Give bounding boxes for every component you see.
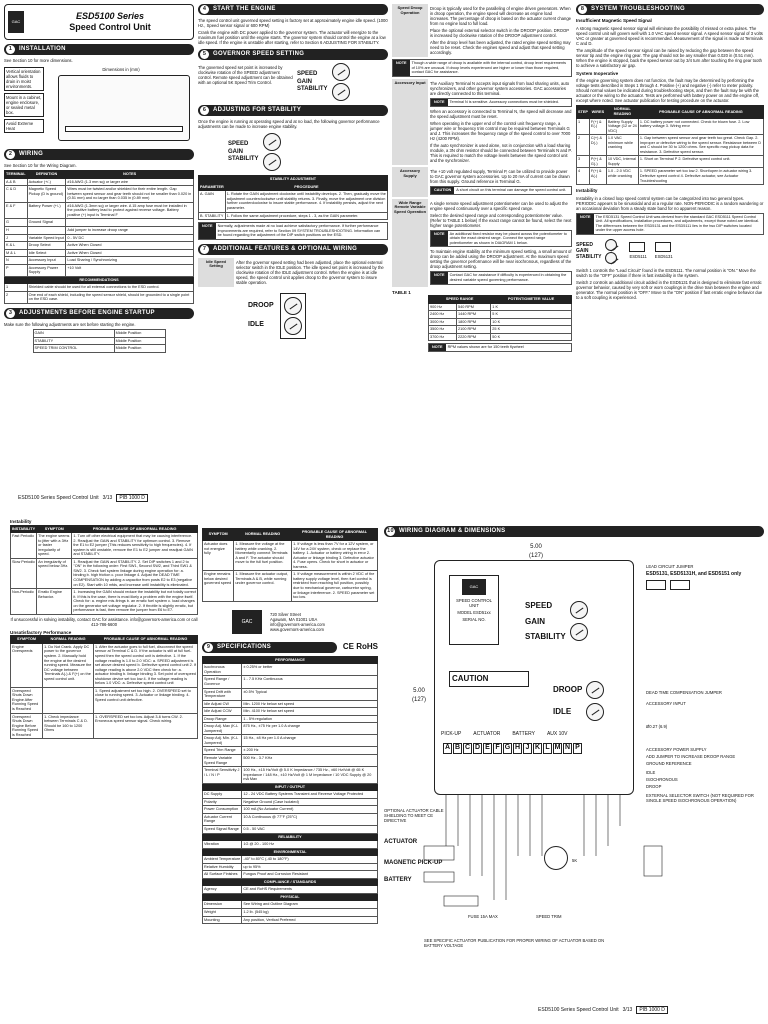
wiring-intro: See Section 10 for the Wiring Diagram. xyxy=(4,163,77,169)
adjust-before-table xyxy=(33,329,166,353)
bottom-note: SEE SPECIFIC ACTUATOR PUBLICATION FOR PROPER WIRING OF ACTUATOR BASED ON BATTERY VOLTAGE xyxy=(424,938,605,949)
caution-box: CAUTION xyxy=(449,671,529,687)
table-row: Vibration 1G @ 20 - 100 Hz xyxy=(203,841,378,849)
troubleshoot-sub3: Instability xyxy=(576,188,598,194)
stability-pots-figure: SPEED GAIN STABILITY xyxy=(228,133,388,171)
table-row: M & L Idle Select Active When Closed xyxy=(5,249,194,257)
column-3: Speed Droop Operation Droop is typically used for the paralleling of engine driven generators. When in droop operation, the engine speed will decrease as engine load increases. The percentage of droop is based on the actuator current change from no engine load to full load. Place the optional external selector switch in the DROOP position. DROOP is increased by clockwise rotation of the DROOP adjustment control. After the droop level has been adjusted, the rated engine speed setting may need to be reset. Check the engines speed and adjust that speed setting accordingly. NOTE Though a wide range of droop is available with the internal control, droop level requirements of 10% are unusual. If droop levels experienced are higher or lower than those required, contact GAC for assistance. Accessory Input The Auxiliary Terminal N accepts input signals from load sharing units, auto synchronizers, and other governor system accessories. GAC accessories are directly connected to this terminal. NOTE Terminal N is sensitive. Accessory connections must be shielded. When an accessory is connected to Terminal N, the speed will decrease and the speed adjustment must be reset. When operating in the upper end of the control unit frequency range, a jumper wire or frequency trim control may be required between Terminals G and J. This increases the frequency range of the speed control to over 7000 Hz (4200 RPM). If the auto synchronizer is used alone, not in conjunction with a load sharing module, a 3N ohm resistor should be connected between Terminals N and P. This is required to match the voltage levels between the speed control unit and the synchronizer. Accessory Supply The +10 volt regulated supply, Terminal P, can be utilized to provide power to GAC governor system accessories. Up to 20 mA of current can be drawn from this supply. Ground reference is Terminal G. CAUTION A short circuit on this terminal can damage the speed control unit. Wide Range Remote Variable Speed Operation A single remote speed adjustment potentiometer can be used to adjust the engine speed continuously over a specific speed range. Select the desired speed range and corresponding potentiometer value. (Refer to TABLE 1 below) If the exact range cannot be found, select the next higher range potentiometer. NOTE An additional fixed resistor may be placed across the potentiometer to obtain the exact desired range. Connect the speed range potentiometer as shown in DIAGRAM 1 below. To maintain engine stability at the minimum speed setting, a small amount of droop can be added using the DROOP adjustment. At the maximum speed setting the governor performance will be near isochronous, regardless of the droop adjustment setting. NOTE Contact GAC for assistance if difficulty is experienced in obtaining the desired variable speed governing performance. TABLE 1 SPEED RANGE POTENTIOMETER VALUE 900 Hz 540 RPM 1 K 2400 Hz 1440 RPM 5 K 3000 Hz 1800 RPM 10 K 3500 Hz 2100 RPM 25 K 3700 Hz 2220 RPM 50 K NOTE RPM values shown are for 150 teeth flywheel xyxy=(392,4,572,354)
5k-label: 5K xyxy=(572,858,578,863)
table-row: DC Supply 12 - 24 VDC Battery Systems Transient and Reverse Voltage Protected xyxy=(203,791,378,799)
table1: SPEED RANGE POTENTIOMETER VALUE 900 Hz 540 RPM 1 K 2400 Hz 1440 RPM 5 K 3000 Hz 1800 RPM 10 K 3500 Hz 2100 RPM 25 K 3700 Hz 2220 RPM 50 K xyxy=(428,295,572,341)
warning-vertical: Vertical orientation allows fluids to drain in moist environments. xyxy=(4,67,44,91)
table-row: 900 Hz 540 RPM 1 K xyxy=(429,303,572,311)
ce-rohs-mark: CE RoHS xyxy=(342,641,378,651)
table-row: Agency CE and RoHS Requirements xyxy=(203,886,378,894)
table-row: 3500 Hz 2100 RPM 25 K xyxy=(429,326,572,334)
gain-pot-icon xyxy=(332,83,350,101)
table-row: Slow Periodic An irregularity of speed below 3Hz. 1. Readjust the GAIN and STABILITY. 2. Set DIP switches 1 and 2 to "ON" in the following order: First SW1, Second SW2, and Third SW1 & SW2. 3. Check fuel system linkage during engine operation for: a. binding b. high friction c. poor linkage 4. Adjust the DEAD TIME COMPENSATION by adding a capacitor from posts E2 to E3 (negative on E2). Start with 10 mfds, and increase until instability is eliminated. xyxy=(11,558,198,588)
gac-logo: GAC xyxy=(8,11,24,33)
stability-header: 6 ADJUSTING FOR STABILITY xyxy=(198,105,388,116)
speed-pot-icon xyxy=(332,63,350,81)
table-row: Relative Humidity up to 95% xyxy=(203,863,378,871)
table-row: G Ground Signal xyxy=(5,219,194,227)
table-row: 3700 Hz 2220 RPM 50 K xyxy=(429,333,572,341)
table-row: Speed Signal Range 0.5 - 50 VAC xyxy=(203,826,378,834)
speed-trim-label: SPEED TRIM xyxy=(536,914,562,919)
dim-side: 5.00 (127) xyxy=(412,688,427,704)
table-row: Remote Variable Speed Range 500 Hz - 3.7 KHz xyxy=(203,754,378,766)
accessory-input-label: Accessory Input xyxy=(392,79,428,165)
table-row: Fast Periodic The engine seems to jitter with a 3Hz or faster irregularity of speed. 1. Turn off other electrical equipment that may be causing interference. 2. Readjust the GAIN and STABILITY for optimum control. 3. Remove the E1 to E2 jumper (This reduces sensitivity to high frequencies). 4. If system is still unstable, remove the E1 to E2 jumper and readjust GAIN and STABILITY. xyxy=(11,533,198,559)
table-row: Dimension See Wiring and Outline Diagram xyxy=(203,901,378,909)
table-row: All Surface Finishes Fungus Proof and Corrosion Resistant xyxy=(203,871,378,879)
dimensions-label: Dimensions in (mm) xyxy=(102,67,140,73)
table-row: 2400 Hz 1440 RPM 5 K xyxy=(429,311,572,319)
adjust-before-header: 3 ADJUSTMENTS BEFORE ENGINE STARTUP xyxy=(4,308,194,319)
wiring-header: 2 WIRING xyxy=(4,149,194,160)
wiring-table: TERMINAL DEFINITION NOTES A & B Actuator (+/-) #16 AWG (1.3 mm sq) or larger wire C & D Magnetic Speed Pickup (D is ground) Wires must be twisted and/or shielded for their entire length. Gap between speed sensor and gear teeth should not be smaller than 0.020 in (0.51 mm) and no larger than 0.035 in (0.89 mm) E & F Battery Power (+/-) #16 AWG (1.3mm sq) or larger wire. A 15 amp fuse must be installed in the positive battery lead to protect against reverse voltage. Battery positive (+) input is Terminal F G Ground Signal H Add jumper to increase droop range J Variable Speed Input 0 - 5V DC K & L Droop Select Active When Closed M & L Idle Select Active When Closed N Accessory Input Load Sharing / Synchronizing P Accessory Power Supply +10 Volt RECOMMENDATIONS 1 Shielded cable should be used for all external connections to the ESD control. 2 One end of each shield, including the speed sensor shield, should be grounded to a single point on the ESD case. xyxy=(4,170,194,304)
table-row: Terminal Sensitivity J / L / N / P 100 Hz., ±15 Hz/Volt @ 5.0 K Impedance / 735 Hz., ±60 Hz/Volt @ 65 K Impedance / 148 Hz., ±10 Hz/Volt @ 1 M Impedance / 10 VDC Supply @ 20 mA Max xyxy=(203,767,378,784)
table-row: Mounting Any position, Vertical Preferred xyxy=(203,916,378,924)
company-block: GAC 720 Silver Street Agawam, MA 01001 USA info@governors-america.com www.governors-america.com xyxy=(232,610,378,634)
idle-pot-icon xyxy=(284,317,302,335)
table-row: Weight 1.2 lb. (545 kg) xyxy=(203,909,378,917)
table-row: 1 Shielded cable should be used for all external connections to the ESD control. xyxy=(5,284,194,292)
table-row: Overspeed Shuts Down Engine Before Running Speed is Reached 1. Check impedance between Terminals C & D. Should be 160 to 1200 Ohms 1. OVERSPEED set too low. Adjust 3-6 turns CW. 2. Erroneous speed sensor signal. Check wiring. xyxy=(11,713,198,739)
table-row: 1 F(+) & E(-) Battery Supply Voltage (12 or 24 VDC) 1. DC battery power not connected. Check for blown fuse. 2. Low battery voltage 3. Wiring error xyxy=(577,118,764,135)
unsatisfactory-title: Unsatisfactory Performance xyxy=(10,629,72,635)
esd5131-label: ESD5131 xyxy=(654,253,673,259)
droop-idle-figure: DROOP IDLE xyxy=(248,293,388,339)
table-row: C & D Magnetic Speed Pickup (D is ground) Wires must be twisted and/or shielded for their entire length. Gap between speed sensor and gear teeth should not be smaller than 0.020 in (0.51 mm) and no larger than 0.035 in (0.89 mm) xyxy=(5,186,194,203)
table-row: K & L Droop Select Active When Closed xyxy=(5,242,194,250)
table-row: P Accessory Power Supply +10 Volt xyxy=(5,264,194,276)
table-row: Idle Adjust CW Min. 1200 Hz below set speed xyxy=(203,700,378,708)
warning-mount: Mount in a cabinet, engine enclosure, or sealed metal box. xyxy=(4,93,44,117)
idle-speed-text: After the governor speed setting had been adjusted, place the optional external selector switch in the IDLE position. The idle speed set point is increased by the clockwise rotation of the IDLE adjustment control. When the engine is at idle speed, the speed control unit applies droop to the governor system to insure stable operation. xyxy=(236,259,384,285)
specs-header: 9 SPECIFICATIONS xyxy=(202,642,337,653)
table-row: Speed Range / Governor 1 - 7.5 KHz Continuous xyxy=(203,676,378,688)
start-header: 4 START THE ENGINE xyxy=(198,4,388,15)
table-row: 2 One end of each shield, including the speed sensor shield, should be grounded to a single point on the ESD case. xyxy=(5,291,194,303)
troubleshoot-header: 8 SYSTEM TROUBLESHOOTING xyxy=(576,4,764,15)
table-row: STABILITY Middle Position xyxy=(33,337,165,345)
instability-title: Instability xyxy=(10,519,32,524)
table-row: N Accessory Input Load Sharing / Synchronizing xyxy=(5,257,194,265)
table1-title: TABLE 1 xyxy=(392,289,411,295)
page-top xyxy=(4,4,764,512)
stability-note: NOTE Normally, adjustments made at no load achieve satisfactory performance. If further performance improvements are required, refer to Section 09 SYSTEM TROUBLESHOOTING. Information can be found regarding the adjustment of the DIP switch positions on the ESD. xyxy=(198,222,388,240)
stability-p1: Once the engine is running at operating speed and at no load, the following governor performance adjustments can be made to increase engine stability. xyxy=(198,119,380,130)
table-row: B. STABILITY 1. Follow the same adjustment procedure, steps 1 - 3, as the GAIN parameter. xyxy=(199,212,388,220)
unit-nameplate: GAC SPEED CONTROL UNIT MODEL ESD51xx SERIAL NO. xyxy=(449,575,499,645)
table-row: Isochronous Operation ± 0.25% or better xyxy=(203,664,378,676)
table-row: Speed Trim Range ± 200 Hz xyxy=(203,747,378,755)
table-row: Polarity Negative Ground (Case Isolated) xyxy=(203,798,378,806)
column-1 xyxy=(4,4,194,501)
table-row: Engine remains below desired governed speed 1. Measure the actuator output, Terminals A & B, while running under governor control. 1. If voltage measurement is within 2 VDC of the battery supply voltage level, then fuel control is restricted from reaching full position, possibly due to mechanical governor, carburetor spring, or linkage interference. 2. SPEED parameter set too low. xyxy=(203,571,378,601)
additional-header: 7 ADDITIONAL FEATURES & OPTIONAL WIRING xyxy=(198,244,388,255)
esd5111-label: ESD5111 xyxy=(629,253,647,259)
table-row: E & F Battery Power (+/-) #16 AWG (1.3mm sq) or larger wire. A 15 amp fuse must be installed in the positive battery lead to protect against reverse voltage. Battery positive (+) input is Terminal F xyxy=(5,202,194,219)
table-row: Engine Overspeeds 1. Do Not Crank. Apply DC power to the governor system. 2. Manually hold the engine at the desired running speed. Measure the DC voltage between Terminals A(-) & F(+) on the speed control unit. 1. After the actuator goes to full fuel, disconnect the speed sensor at Terminal C & D. If the actuator is still at full fuel-speed then the speed control unit is defective. 1. If the voltage reading is 1.0 to 2.0 VDC: a. SPEED adjustment is set above desired speed b. Defective speed control unit 2. If voltage reading is above 2.0 VDC then check for: a. actuator binding b. linkage binding 3. Set point of overspeed shutdown device set too low 4. If the voltage reading is below 1.0 VDC: a. Defective speed control unit xyxy=(11,643,198,687)
terminal-group-labels: PICK-UP ACTUATOR BATTERY AUX 10V xyxy=(441,731,568,737)
table-row: Overspeed Shuts Down Engine After Running Speed is Reached 1. Speed adjustment set too high. 2. OVERSPEED set to close to running speed. 3. Actuator or linkage binding. 4. Speed control unit defective. xyxy=(11,687,198,713)
title-block xyxy=(4,4,194,40)
bottom-column-2 xyxy=(202,516,378,924)
table-row: Non-Periodic Erratic Engine Behavior. 1. Increasing the GAIN should reduce the instability but not totally correct it. If this is the case, there is most likely a problem with the engine itself. Check for: a. engine mis-firings b. an erratic fuel system c. load changes on the generator set voltage regulator. 2. If throttle is slightly erratic, but performance is fast, then remove the jumper from E6 to E7. xyxy=(11,589,198,615)
droop-note: NOTE Though a wide range of droop is available with the internal control, droop level requirements of 10% are unusual. If droop levels experienced are higher or lower than those required, contact GAC for assistance. xyxy=(392,59,572,77)
dim-top: 5.00 (127) xyxy=(528,544,543,560)
speed-header: 5 GOVERNOR SPEED SETTING xyxy=(198,49,388,60)
table-row: Actuator Current Range 10 A Continuous @ 77°F (25°C) xyxy=(203,813,378,825)
footer-right: ESD5100 Series Speed Control Unit 3/13 PIB 1000 D xyxy=(538,1006,668,1014)
wiring-lines xyxy=(384,516,764,1020)
instability-table: INSTABILITY SYMPTOM PROBABLE CAUSE OF ABNORMAL READING Fast Periodic The engine seems to jitter with a 3Hz or faster irregularity of speed. 1. Turn off other electrical equipment that may be causing interference. 2. Readjust the GAIN and STABILITY for optimum control. 3. Remove the E1 to E2 jumper (This reduces sensitivity to high frequencies). 4. If system is still unstable, remove the E1 to E2 jumper and readjust GAIN and STABILITY. Slow Periodic An irregularity of speed below 3Hz. 1. Readjust the GAIN and STABILITY. 2. Set DIP switches 1 and 2 to "ON" in the following order: First SW1, Second SW2, and Third SW1 & SW2. 3. Check fuel system linkage during engine operation for: a. binding b. high friction c. poor linkage 4. Adjust the DEAD TIME COMPENSATION by adding a capacitor from posts E2 to E3 (negative on E2). Start with 10 mfds, and increase until instability is eliminated. Non-Periodic Erratic Engine Behavior. 1. Increasing the GAIN should reduce the instability but not totally correct it. If this is the case, there is most likely a problem with the engine itself. Check for: a. engine mis-firings b. an erratic fuel system c. load changes on the generator set voltage regulator. 2. If throttle is slightly erratic, but performance is fast, then remove the jumper from E6 to E7. xyxy=(10,525,198,615)
unsatisfactory-table: SYMPTOM NORMAL READING PROBABLE CAUSE OF ABNORMAL READING Engine Overspeeds 1. Do Not Crank. Apply DC power to the governor system. 2. Manually hold the engine at the desired running speed. Measure the DC voltage between Terminals A(-) & F(+) on the speed control unit. 1. After the actuator goes to full fuel, disconnect the speed sensor at Terminal C & D. If the actuator is still at full fuel-speed then the speed control unit is defective. 1. If the voltage reading is 1.0 to 2.0 VDC: a. SPEED adjustment is set above desired speed b. Defective speed control unit 2. If voltage reading is above 2.0 VDC then check for: a. actuator binding b. linkage binding 3. Set point of overspeed shutdown device set too low 4. If the voltage reading is below 1.0 VDC: a. Defective speed control unit Overspeed Shuts Down Engine After Running Speed is Reached 1. Speed adjustment set too high. 2. OVERSPEED set to close to running speed. 3. Actuator or linkage binding. 4. Speed control unit defective. Overspeed Shuts Down Engine Before Running Speed is Reached 1. Check impedance between Terminals C & D. Should be 160 to 1200 Ohms 1. OVERSPEED set too low. Adjust 3-6 turns CW. 2. Erroneous speed sensor signal. Check wiring. xyxy=(10,635,198,739)
table-row: J Variable Speed Input 0 - 5V DC xyxy=(5,234,194,242)
table-row: Speed Drift with Temperature ±0.5% Typical xyxy=(203,688,378,700)
installation-header: 1 INSTALLATION xyxy=(4,44,194,55)
warning-heat: Avoid Extreme Heat xyxy=(4,119,44,133)
column-2 xyxy=(198,4,388,339)
speed-droop-label: Speed Droop Operation xyxy=(392,4,428,57)
troubleshoot-sub2: System Inoperative xyxy=(576,70,619,76)
table-row: 3000 Hz 1800 RPM 10 K xyxy=(429,318,572,326)
droop-pot-icon xyxy=(284,297,302,315)
table-row: Droop Adj. Min. (K-L Jumpered) 15 Hz., ±8 Hz per 1.0 A change xyxy=(203,735,378,747)
table-row: 4 F(+) & A(-) 1.0 - 2.0 VDC while cranking 1. SPEED parameter set too low 2. Short/open in actuator wiring 3. Defective speed control 4. Defective actuator, see Actuator Troubleshooting xyxy=(577,168,764,185)
doc-title-line2: Speed Control Unit xyxy=(69,22,151,32)
terminal-strip: A B C D E F G H J K L M N P xyxy=(443,743,583,754)
footer-left: ESD5100 Series Speed Control Unit 3/13 PIB 1000 D xyxy=(18,494,148,502)
table-row: SPEED TRIM CONTROL Middle Position xyxy=(33,345,165,353)
table-row: GAIN Middle Position xyxy=(33,330,165,338)
bottom-column-1: Instability INSTABILITY SYMPTOM PROBABLE CAUSE OF ABNORMAL READING Fast Periodic The engine seems to jitter with a 3Hz or faster irregularity of speed. 1. Turn off other electrical equipment that may be causing interference. 2. Readjust the GAIN and STABILITY for optimum control. 3. Remove the E1 to E2 jumper (This reduces sensitivity to high frequencies). 4. If system is still unstable, remove the E1 to E2 jumper and readjust GAIN and STABILITY. Slow Periodic An irregularity of speed below 3Hz. 1. Readjust the GAIN and STABILITY. 2. Set DIP switches 1 and 2 to "ON" in the following order: First SW1, Second SW2, and Third SW1 & SW2. 3. Check fuel system linkage during engine operation for: a. binding b. high friction c. poor linkage 4. Adjust the DEAD TIME COMPENSATION by adding a capacitor from posts E2 to E3 (negative on E2). Start with 10 mfds, and increase until instability is eliminated. Non-Periodic Erratic Engine Behavior. 1. Increasing the GAIN should reduce the instability but not totally correct it. If this is the case, there is most likely a problem with the engine itself. Check for: a. engine mis-firings b. an erratic fuel system c. load changes on the generator set voltage regulator. 2. If throttle is slightly erratic, but performance is fast, then remove the jumper from E6 to E7. If unsuccessful in solving instability, contact GAC for assistance. info@governors-america.com or call 413-786-5600 Unsatisfactory Performance SYMPTOM NORMAL READING PROBABLE CAUSE OF ABNORMAL READING Engine Overspeeds 1. Do Not Crank. Apply DC power to the governor system. 2. Manually hold the engine at the desired running speed. Measure the DC voltage between Terminals A(-) & F(+) on the speed control unit. 1. After the actuator goes to full fuel, disconnect the speed sensor at Terminal C & D. If the actuator is still at full fuel-speed then the speed control unit is defective. 1. If the voltage reading is 1.0 to 2.0 VDC: a. SPEED adjustment is set above desired speed b. Defective speed control unit 2. If voltage reading is above 2.0 VDC then check for: a. actuator binding b. linkage binding 3. Set point of overspeed shutdown device set too low 4. If the voltage reading is below 1.0 VDC: a. Defective speed control unit Overspeed Shuts Down Engine After Running Speed is Reached 1. Speed adjustment set too high. 2. OVERSPEED set to close to running speed. 3. Actuator or linkage binding. 4. Speed control unit defective. Overspeed Shuts Down Engine Before Running Speed is Reached 1. Check impedance between Terminals C & D. Should be 160 to 1200 Ohms 1. OVERSPEED set too low. Adjust 3-6 turns CW. 2. Erroneous speed sensor signal. Check wiring. xyxy=(10,516,198,739)
table-row: A & B Actuator (+/-) #16 AWG (1.3 mm sq) or larger wire xyxy=(5,178,194,186)
fuse-label: FUSE 15A MAX xyxy=(468,914,498,919)
installation-figure xyxy=(4,65,194,145)
control-unit-outline: GAC SPEED CONTROL UNIT MODEL ESD51xx SERIAL NO. SPEED GAIN STABILITY CAUTION DROOP IDLE PICK-UP ACTUATOR BATTERY AUX 10V A B C D E F G H J K L M N P xyxy=(434,560,634,795)
table-row: Droop Range 1 - 5% regulation xyxy=(203,715,378,723)
wdd-header: 10 WIRING DIAGRAM & DIMENSIONS xyxy=(384,526,764,537)
wide-range-label: Wide Range Remote Variable Speed Operation xyxy=(392,199,428,287)
stability-table: STABILITY ADJUSTMENT PARAMETER PROCEDURE A. GAIN 1. Rotate the GAIN adjustment clockwise until instability develops. 2. Then, gradually move the adjustment counterclockwise until stability returns. 3. Finally, move the adjustment one division further counterclockwise to insure stable performance. 4. If instability persists, adjust the next parameter. B. STABILITY 1. Follow the same adjustment procedure, steps 1 - 3, as the GAIN parameter. xyxy=(198,175,388,220)
table-row: Droop Adj. Max (K-L Jumpered) 875 Hz., ±75 Hz per 1.0 A change xyxy=(203,723,378,735)
speed-p1: The governed speed set point is increased by clockwise rotation of the SPEED adjustment control. Remote speed adjustment can be obtained with an optional 5K Speed Trim Control. xyxy=(198,65,293,86)
table-row: Ambient Temperature -40° to 80°C (-40 to 180°F) xyxy=(203,856,378,864)
actuator-symptom-table: SYMPTOM NORMAL READING PROBABLE CAUSE OF ABNORMAL READING Actuator does not energize fully 1. Measure the voltage at the battery while cranking. 2. Momentarily connect Terminals A and F. The actuator should move to the full fuel position. 1. If voltage is less than 7V for a 12V system, or 14V for a 24V system, check or replace the battery. 1. Actuator or battery wiring in error 2. Actuator or linkage binding 3. Defective actuator 4. Fuse opens. Check for short in actuator or harness. Engine remains below desired governed speed 1. Measure the actuator output, Terminals A & B, while running under governor control. 1. If voltage measurement is within 2 VDC of the battery supply voltage level, then fuel control is restricted from reaching full position, possibly due to mechanical governor, carburetor spring, or linkage interference. 2. SPEED parameter set too low. xyxy=(202,528,378,602)
table-row: Idle Adjust CCW Min. 4100 Hz below set speed xyxy=(203,708,378,716)
start-p1: The speed control unit governed speed setting is factory set at approximately engine idle speed. (1000 Hz., Speed sensor signal or 600 RPM) xyxy=(198,18,388,29)
column-4: 8 SYSTEM TROUBLESHOOTING Insufficient Magnetic Speed Signal A strong magnetic speed sensor signal will eliminate the possibility of missed or extra pulses. The speed control unit will govern well with 1.0 VAC speed sensor signal. A speed sensor signal of 3 volts VAC or greater at governed speed is recommended. Measurement of the signal is made at Terminals C and D. The amplitude of the speed sensor signal can be raised by reducing the gap between the speed sensor tip and the engine ring gear. The gap should not be any smaller than 0.020 in (0.51 mm). When the engine is stopped, back the speed sensor out by 3/4 turn after touching the ring gear tooth to achieve a satisfactory air gap. System Inoperative If the engine governing system does not function, the fault may be determined by performing the voltage tests described in Steps 1 through 4. Positive (+) and negative (-) refer to meter polarity. Should normal values be indicated during troubleshooting steps, and then the fault may be with the actuator or the wiring to the actuator. Tests are performed with battery power on and the engine off, except where noted. See actuator publication for testing procedure on the actuator. STEP WIRES NORMAL READING PROBABLE CAUSE OF ABNORMAL READING 1 F(+) & E(-) Battery Supply Voltage (12 or 24 VDC) 1. DC battery power not connected. Check for blown fuse. 2. Low battery voltage 3. Wiring error 2 C(+) & D(-) 1.0 VAC minimum while cranking 1. Gap between speed sensor and gear teeth too great. Check Gap. 2. Improper or defective wiring to the speed sensor. Resistance between D and C should be 30 to 1200 ohms. See specific mag pickup data for resistance. 3. Defective speed sensor. 3 P(+) & G(-) 10 VDC, Internal Supply 1. Short on Terminal P 2. Defective speed control unit. 4 F(+) & A(-) 1.0 - 2.0 VDC while cranking 1. SPEED parameter set too low 2. Short/open in actuator wiring 3. Defective speed control 4. Defective actuator, see Actuator Troubleshooting Instability Instability in a closed loop speed control system can be categorized into two general types. PERIODIC appears to be sinusoidal and at a regular rate. NON-PERIODIC is a random wandering or an occasional deviation from a steady state band for no apparent reason. NOTE The ESD5131 Speed Control Unit was derived from the standard GAC ESD5111 Speed Control Unit. All specifications, installation procedures, and adjustments, except those noted are identical. The differences between the ESD5131 and the ESD5111 lies in the two DIP switches located under the upper access hole. SPEED GAIN STABILITY ESD5111 ESD5131 Switch 1 controls the "Lead Circuit" found in the ESD5111. The normal position is "ON." Move the switch to the "OFF" position if there is fast instability in the system. Switch 2 controls an additional circuit added in the ESD5131 that is designed to eliminate fast erratic governor behavior, caused by very soft or worn couplings in the drive train between the engine and generator. The normal position is "OFF." Move to the "ON" position if fast erratic engine behavior due to a soft coupling is experienced. xyxy=(576,5,764,300)
troubleshoot-sub1: Insufficient Magnetic Speed Signal xyxy=(576,18,652,23)
table-row: H Add jumper to increase droop range xyxy=(5,226,194,234)
adjust-before-intro: Make sure the following adjustments are set before starting the engine. xyxy=(4,322,136,327)
table-row: A. GAIN 1. Rotate the GAIN adjustment clockwise until instability develops. 2. Then, gradually move the adjustment counterclockwise until stability returns. 3. Finally, move the adjustment one division further counterclockwise to insure stable performance. 4. If instability persists, adjust the next parameter. xyxy=(199,191,388,212)
start-p2: Crank the engine with DC power applied to the governor system. The actuator will energize to the maximum fuel position until the engine starts. The governor system should control the engine at a low idle speed. If the engine is unstable after starting, refer to Section 6 ADJUSTING FOR STABILITY. xyxy=(198,30,386,46)
accessory-supply-label: Accessory Supply xyxy=(392,167,428,197)
esd-switch-figure: SPEED GAIN STABILITY ESD5111 ESD5131 xyxy=(576,239,764,264)
right-labels: LEAD CIRCUIT JUMPER ESD5131, ESD5131H, and ESD5151 only DEAD TIME COMPENSATION JUMPER ACCESSORY INPUT Ø0.27 (6.9) ACCESSORY POWER SUPPLY ADD JUMPER TO INCREASE DROOP RANGE GROUND REFERENCE IDLE ISOCHRONOUS DROOP EXTERNAL SELECTOR SWITCH (NOT REQUIRED FOR SINGLE SPEED ISOCHRONOUS OPERATION) xyxy=(646,564,754,804)
table-row: Power Consumption 100 mA (No Actuator Current) xyxy=(203,806,378,814)
table-row: 3 P(+) & G(-) 10 VDC, Internal Supply 1. Short on Terminal P 2. Defective speed control unit. xyxy=(577,156,764,168)
speed-pots-figure: SPEED GAIN STABILITY xyxy=(297,63,388,101)
specs-table: PERFORMANCE Isochronous Operation ± 0.25% or better Speed Range / Governor 1 - 7.5 KHz Continuous Speed Drift with Temperature ±0.5% Typical Idle Adjust CW Min. 1200 Hz below set speed Idle Adjust CCW Min. 4100 Hz below set speed Droop Range 1 - 5% regulation Droop Adj. Max (K-L Jumpered) 875 Hz., ±75 Hz per 1.0 A change Droop Adj. Min. (K-L Jumpered) 15 Hz., ±8 Hz per 1.0 A change Speed Trim Range ± 200 Hz Remote Variable Speed Range 500 Hz - 3.7 KHz Terminal Sensitivity J / L / N / P 100 Hz., ±15 Hz/Volt @ 5.0 K Impedance / 735 Hz., ±60 Hz/Volt @ 65 K Impedance / 148 Hz., ±10 Hz/Volt @ 1 M Impedance / 10 VDC Supply @ 20 mA Max INPUT / OUTPUT DC Supply 12 - 24 VDC Battery Systems Transient and Reverse Voltage Protected Polarity Negative Ground (Case Isolated) Power Consumption 100 mA (No Actuator Current) Actuator Current Range 10 A Continuous @ 77°F (25°C) Speed Signal Range 0.5 - 50 VAC RELIABILITY Vibration 1G @ 20 - 100 Hz ENVIRONMENTAL Ambient Temperature -40° to 80°C (-40 to 180°F) Relative Humidity up to 95% All Surface Finishes Fungus Proof and Corrosion Resistant COMPLIANCE / STANDARDS Agency CE and RoHS Requirements PHYSICAL Dimension See Wiring and Outline Diagram Weight 1.2 lb. (545 kg) Mounting Any position, Vertical Preferred xyxy=(202,656,378,924)
installation-intro: See Section 10 for more dimensions. xyxy=(4,58,73,63)
idle-speed-label: Idle Speed Setting xyxy=(198,258,234,287)
bottom-column-3 xyxy=(384,516,764,1020)
doc-title-line1: ESD5100 Series xyxy=(75,11,145,22)
page-bottom xyxy=(4,516,764,1020)
troubleshoot-table: STEP WIRES NORMAL READING PROBABLE CAUSE OF ABNORMAL READING 1 F(+) & E(-) Battery Supply Voltage (12 or 24 VDC) 1. DC battery power not connected. Check for blown fuse. 2. Low battery voltage 3. Wiring error 2 C(+) & D(-) 1.0 VAC minimum while cranking 1. Gap between speed sensor and gear teeth too great. Check Gap. 2. Improper or defective wiring to the speed sensor. Resistance between D and C should be 30 to 1200 ohms. See specific mag pickup data for resistance. 3. Defective speed sensor. 3 P(+) & G(-) 10 VDC, Internal Supply 1. Short on Terminal P 2. Defective speed control unit. 4 F(+) & A(-) 1.0 - 2.0 VDC while cranking 1. SPEED parameter set too low 2. Short/open in actuator wiring 3. Defective speed control 4. Defective actuator, see Actuator Troubleshooting xyxy=(576,105,764,185)
left-wiring-labels: OPTIONAL ACTUATOR CABLE SHIELDING TO MEET CE DIRECTIVE ACTUATOR MAGNETIC PICK-UP BATTERY xyxy=(384,808,444,884)
table-row: 2 C(+) & D(-) 1.0 VAC minimum while cranking 1. Gap between speed sensor and gear teeth too great. Check Gap. 2. Improper or defective wiring to the speed sensor. Resistance between D and C should be 30 to 1200 ohms. See specific mag pickup data for resistance. 3. Defective speed sensor. xyxy=(577,135,764,156)
table-row: Actuator does not energize fully 1. Measure the voltage at the battery while cranking. 2. Momentarily connect Terminals A and F. The actuator should move to the full fuel position. 1. If voltage is less than 7V for a 12V system, or 14V for a 24V system, check or replace the battery. 1. Actuator or battery wiring in error 2. Actuator or linkage binding 3. Defective actuator 4. Fuse opens. Check for short in actuator or harness. xyxy=(203,541,378,571)
unit-outline-drawing xyxy=(58,75,190,141)
